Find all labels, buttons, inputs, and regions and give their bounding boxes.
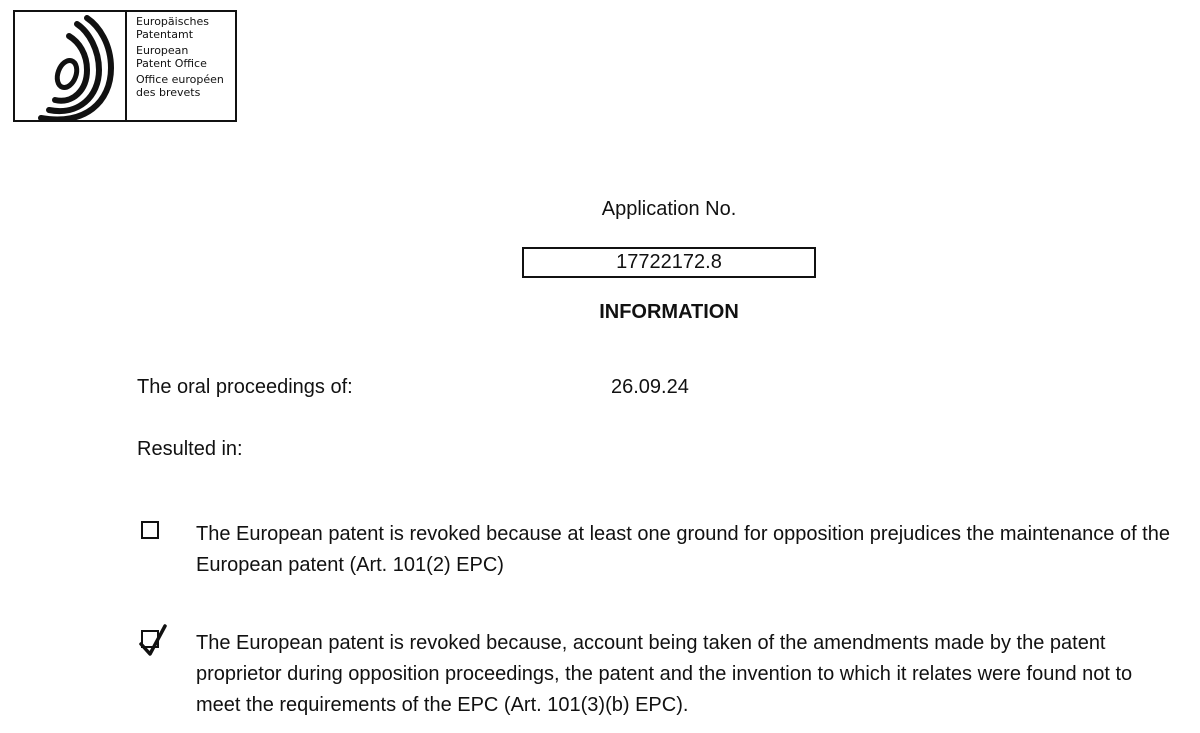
checkbox-checked[interactable] (141, 630, 159, 648)
document-title: INFORMATION (599, 301, 739, 323)
option-text: The European patent is revoked because at least one ground for opposition prejudices the maintenance of the European patent (Art. 101(2) EPC) (196, 523, 1170, 576)
option-text: The European patent is revoked because, account being taken of the amendments made by the patent proprietor during opposition proceedings, the patent and the invention to which it relates were found not to meet the requirements of the EPC (Art. 101(3)(b) EPC). (196, 632, 1133, 716)
application-number-field: 17722172.8 (522, 247, 816, 278)
check-mark-icon (135, 622, 175, 662)
office-names (127, 12, 224, 120)
application-number-label: Application No. (601, 198, 737, 220)
office-name-en: European Patent Office (136, 44, 207, 70)
office-name-de: Europäisches Patentamt (136, 15, 209, 41)
epo-emblem-icon (15, 12, 127, 120)
oral-proceedings-date: 26.09.24 (611, 376, 689, 398)
oral-proceedings-label: The oral proceedings of: (137, 376, 353, 398)
office-name-fr: Office européen des brevets (136, 73, 224, 99)
checkbox-unchecked[interactable] (141, 521, 159, 539)
result-label: Resulted in: (137, 438, 243, 460)
epo-logo (13, 10, 237, 122)
